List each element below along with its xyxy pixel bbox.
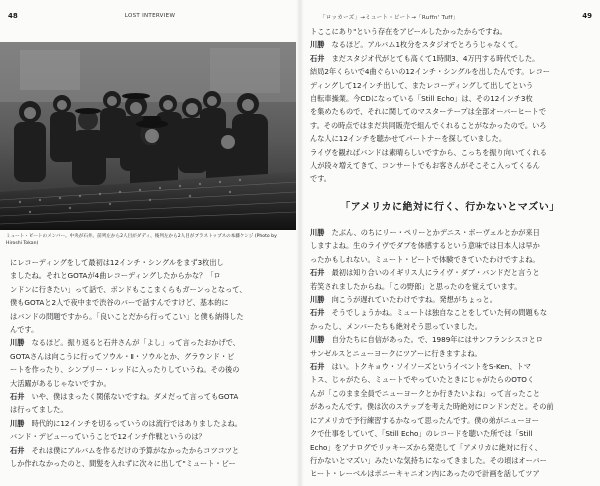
speaker-name: 石井: [10, 392, 25, 402]
text-line: しか作れなかったのと、間髪を入れずに次々に出して"ミュート・ビー: [10, 459, 236, 469]
text-line: [310, 38, 592, 51]
section-heading: 「アメリカに絶対に行く、行かないとマズい」: [340, 202, 560, 213]
text-line: があったんです。僕は次のステップを考えた時絶対にロンドンだと。その前: [310, 402, 554, 412]
text-line: [10, 336, 292, 349]
speaker-name: 川勝: [10, 418, 25, 428]
text-line: [310, 226, 592, 239]
band-photo: [0, 42, 296, 230]
text-line: GOTAさんは向こうに行ってソウル・Ⅱ・ソウルとか、グラウンド・ビ: [10, 351, 235, 361]
text-line: Echo」をアナログでリッキーズから発売して「アメリカに絶対に行く、: [310, 442, 542, 452]
text-line: ライヴを観ればバンドは素晴らしいですから、こっちを振り向いてくれる: [310, 147, 547, 157]
speaker-text: 向こうが遅れていたわけですね。発想がちょっと。: [324, 295, 497, 305]
text-line: [310, 266, 592, 279]
text-line: [10, 417, 292, 430]
text-line: [10, 390, 292, 403]
text-line: [310, 306, 592, 319]
text-line: にアメリカで予行練習するかなって思ったんです。僕の弟がニューヨー: [310, 415, 539, 425]
text-line: す。その時点ではまだ共同販売で組んでくれることがなかったので。いろ: [310, 120, 547, 130]
text-line: を集めたもので、それに関してのマスターテープは全部オーバーヒートで: [310, 107, 547, 117]
text-line: しますよね。生のライヴでダブを体感するという意味では日本人は早か: [310, 241, 540, 251]
text-line: トス、じゃがたら、ミュートでやっていたときにじゃがたらのOTOく: [310, 375, 535, 385]
speaker-text: いや、僕はまったく関係ないですね。ダメだって言ってもGOTA: [24, 392, 239, 402]
text-line: 自転車操業。今CDになっている「Still Echo」は、その12インチ3枚: [310, 94, 533, 104]
text-line: んが「このまま全員でニューヨークとか行きたいよね」って言ったこと: [310, 388, 541, 398]
text-line: [310, 333, 592, 346]
text-line: 結局2年くらいで4曲ぐらいの12インチ・シングルを出したんです。レコー: [310, 67, 550, 77]
speaker-text: なるほど。アルバム1枚分をスタジオでとろうじゃなくて。: [324, 40, 523, 50]
right-body-text-top: [310, 25, 592, 186]
text-line: サンゼルスとニューヨークにツアーに行きますよね。: [310, 348, 482, 358]
speaker-text: 自分たちに自信があった。で、1989年にはサンフランシスコとロ: [324, 335, 543, 345]
speaker-name: 川勝: [310, 228, 325, 237]
text-line: [310, 52, 592, 65]
text-line: ディングして12インチ出して、またレコーディングして出してという: [310, 80, 534, 90]
text-line: 大活躍があるじゃないですか。: [10, 378, 111, 388]
text-line: 行かないとマズい」みたいな気持ちになってきました。その頃はオーバー: [310, 455, 547, 465]
running-head-right: 「ロッカーズ」→ミュート・ビート→「Ruffn' Tuff」: [320, 15, 459, 21]
speaker-name: 石井: [310, 362, 325, 372]
speaker-name: 石井: [10, 445, 25, 455]
speaker-name: 石井: [310, 308, 325, 318]
text-line: [10, 444, 292, 457]
right-page: [300, 0, 600, 486]
text-line: んな人に12インチを聴かせてパートナーを探していました。: [310, 134, 507, 144]
text-line: にレコーディングをして最初は12インチ・シングルをまず3枚出し: [10, 258, 224, 267]
photo-caption: ミュート・ビートのメンバー。中央が石井。前列左から2人目がダディ、後列左から2人目がブラストップスの本藤ケンジ (Photo by Hiroshi Tokan): [6, 234, 277, 246]
page-number-left: 48: [8, 12, 18, 20]
text-line: ったかもしれない。ミュート・ビートで体験できていたわけですよね。: [310, 254, 540, 264]
speaker-name: 川勝: [310, 335, 325, 345]
text-line: [310, 360, 592, 373]
running-head-left: LOST INTERVIEW: [124, 13, 176, 19]
speaker-text: まだスタジオ代がとても高くて1時間3、4万円する時代でした。: [324, 53, 540, 63]
speaker-text: 最初は知り合いのイギリス人にライヴ・ダブ・バンドだと言うと: [324, 268, 540, 278]
text-line: です。: [310, 174, 331, 184]
speaker-text: なるほど。振り返ると石井さんが「よし」って言ったおかげで、: [24, 338, 240, 348]
speaker-text: はい。トクキョウ・ソイソーズというイベントをS-Ken、トマ: [324, 362, 531, 372]
speaker-text: そうでしょうかね。ミュートは独自なことをしていた何の問題もな: [324, 308, 548, 318]
speaker-name: 川勝: [10, 338, 25, 348]
left-body-text: [10, 256, 292, 471]
text-line: 人が段々増えてきて、コンサートでもお客さんがそこそこ入ってくるん: [310, 161, 540, 171]
speaker-text: たぶん、のちにリー・ペリーとかデニス・ボーヴェルとかが来日: [324, 228, 540, 237]
text-line: 僕もGOTAと2人で夜中まで渋谷のバーで話すんですけど、基本的に: [10, 298, 229, 308]
text-line: ましたね。それとGOTAが4曲レコーディングしたからかな？「ロ: [10, 271, 221, 281]
speaker-text: それは僕にアルバムを作るだけの予算がなかったからコツコツと: [24, 445, 240, 455]
speaker-name: 川勝: [310, 40, 325, 50]
speaker-name: 川勝: [310, 295, 325, 305]
text-line: ヒート・レーベルはポニーキャニオン内にあったので計画を話してツア: [310, 469, 540, 479]
text-line: は行ってました。: [10, 405, 68, 415]
text-line: んです。: [10, 325, 39, 335]
text-line: トここにあり"という存在をアピールしたかったからですね。: [310, 27, 507, 36]
text-line: ートを作ったり、シンプリー・レッドに入ったりしていうね。その後の: [10, 365, 240, 375]
text-line: クで仕事をしていて、「Still Echo」のレコードを聴いた所では「Still: [310, 429, 533, 439]
text-line: バンド・デビューっていうことで12インチ作戦というのは？: [10, 432, 206, 442]
text-line: ンドンに行きたい」って話で、ボンドもここまくらもガーンっとなって、: [10, 284, 247, 294]
text-line: [310, 293, 592, 306]
text-line: かったし、メンバーたちも絶対そう思っていました。: [310, 321, 482, 331]
text-line: はバンドの問題ですから。「良いことだから行ってこい」と僕も納得した: [10, 311, 244, 321]
page-number-right: 49: [582, 12, 592, 20]
speaker-name: 石井: [310, 268, 325, 278]
speaker-text: 時代的に12インチを切るっていうのは流行ではありましたよね。: [24, 418, 242, 428]
right-body-text-bottom: [310, 226, 592, 481]
speaker-name: 石井: [310, 53, 325, 63]
text-line: 若笑されましたからね。「この野郎」と思ったのを覚えています。: [310, 281, 522, 291]
